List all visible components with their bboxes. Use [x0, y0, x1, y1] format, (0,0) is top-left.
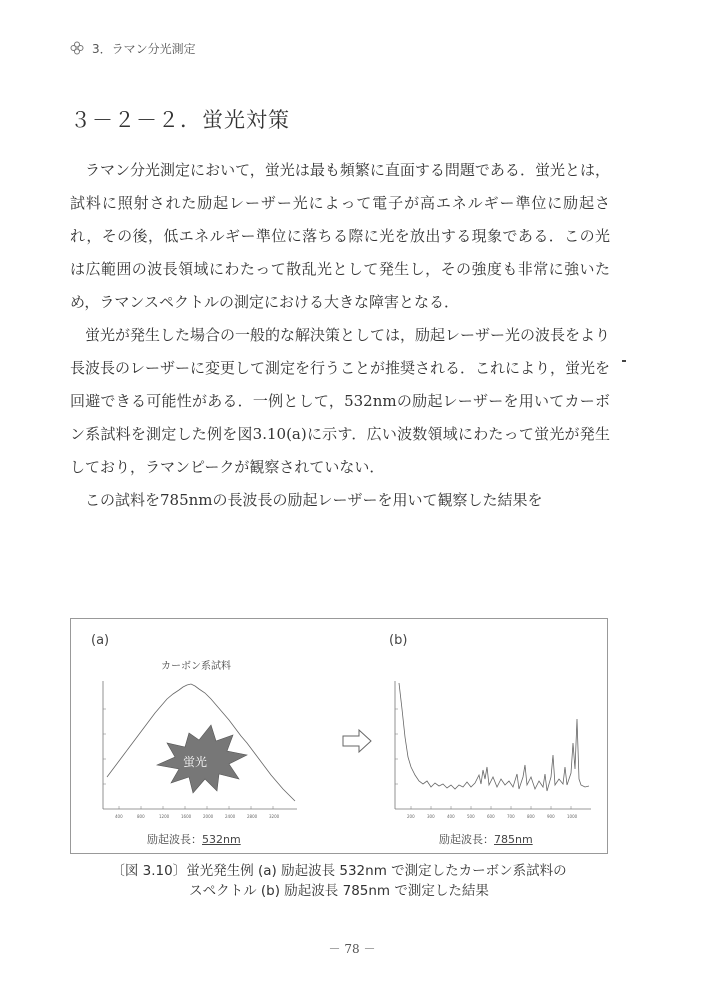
spectrum-b-ticks: [395, 709, 571, 809]
sample-label: カーボン系試料: [161, 661, 231, 672]
spectrum-b-trace: [399, 683, 589, 791]
paragraph-2: 蛍光が発生した場合の一般的な解決策としては，励起レーザー光の波長をより長波長のレーザーに変更して測定を行うことが推奨される．これにより，蛍光を回避できる可能性がある．一例として，532nmの励起レーザーを用いてカーボン系試料を測定した例を図3.10(a)に示す．広い波数領域にわたって蛍光が発生しており，ラマンピークが観察されていない．: [70, 326, 611, 476]
excitation-value-a: 532nm: [202, 833, 241, 846]
paragraph-3: この試料を785nmの長波長の励起レーザーを用いて観察した結果を: [85, 491, 543, 509]
right-arrow-icon: [343, 730, 371, 752]
excitation-label-b: [439, 831, 533, 847]
fluorescence-label: 蛍光: [183, 755, 208, 769]
margin-mark: [622, 360, 626, 362]
caption-line-2: スペクトル (b) 励起波長 785nm で測定した結果: [189, 883, 489, 899]
spectrum-b-axes: [395, 681, 591, 809]
paragraph-1: ラマン分光測定において，蛍光は最も頻繁に直面する問題である．蛍光とは，試料に照射された励起レーザー光によって電子が高エネルギー準位に励起され，その後，低エネルギー準位に落ちる際に光を放出する現象である．この光は広範囲の波長領域にわたって散乱光として発生し，その強度も非常に強いため，ラマンスペクトルの測定における大きな障害となる．: [70, 161, 610, 311]
excitation-prefix-a: 励起波長：: [147, 833, 202, 846]
panel-b-label: (b): [389, 633, 408, 648]
header-text: 3．ラマン分光測定: [92, 41, 196, 56]
running-header: [70, 38, 196, 58]
spectrum-a-plot: [71, 619, 609, 855]
body-text: [70, 154, 610, 517]
panel-a-label: (a): [91, 633, 110, 648]
page-number: － 78 －: [328, 942, 376, 956]
section-title: ３－２－２．蛍光対策: [70, 108, 290, 132]
excitation-label-a: [147, 831, 241, 847]
excitation-value-b: 785nm: [494, 833, 533, 846]
excitation-prefix-b: 励起波長：: [439, 833, 494, 846]
caption-line-1: 〔図 3.10〕蛍光発生例 (a) 励起波長 532nm で測定したカーボン系試料の: [111, 863, 567, 879]
figure-caption: [70, 861, 608, 901]
four-leaf-ornament-icon: [70, 41, 84, 55]
figure-3-10: (a) カーボン系試料 400 800 1200 1600 2000 2400 2800 3200 200 300 400 500 600 700 800 900 1000 蛍光 励起波長：532nm (b) 励起波長：785nm: [70, 618, 608, 854]
